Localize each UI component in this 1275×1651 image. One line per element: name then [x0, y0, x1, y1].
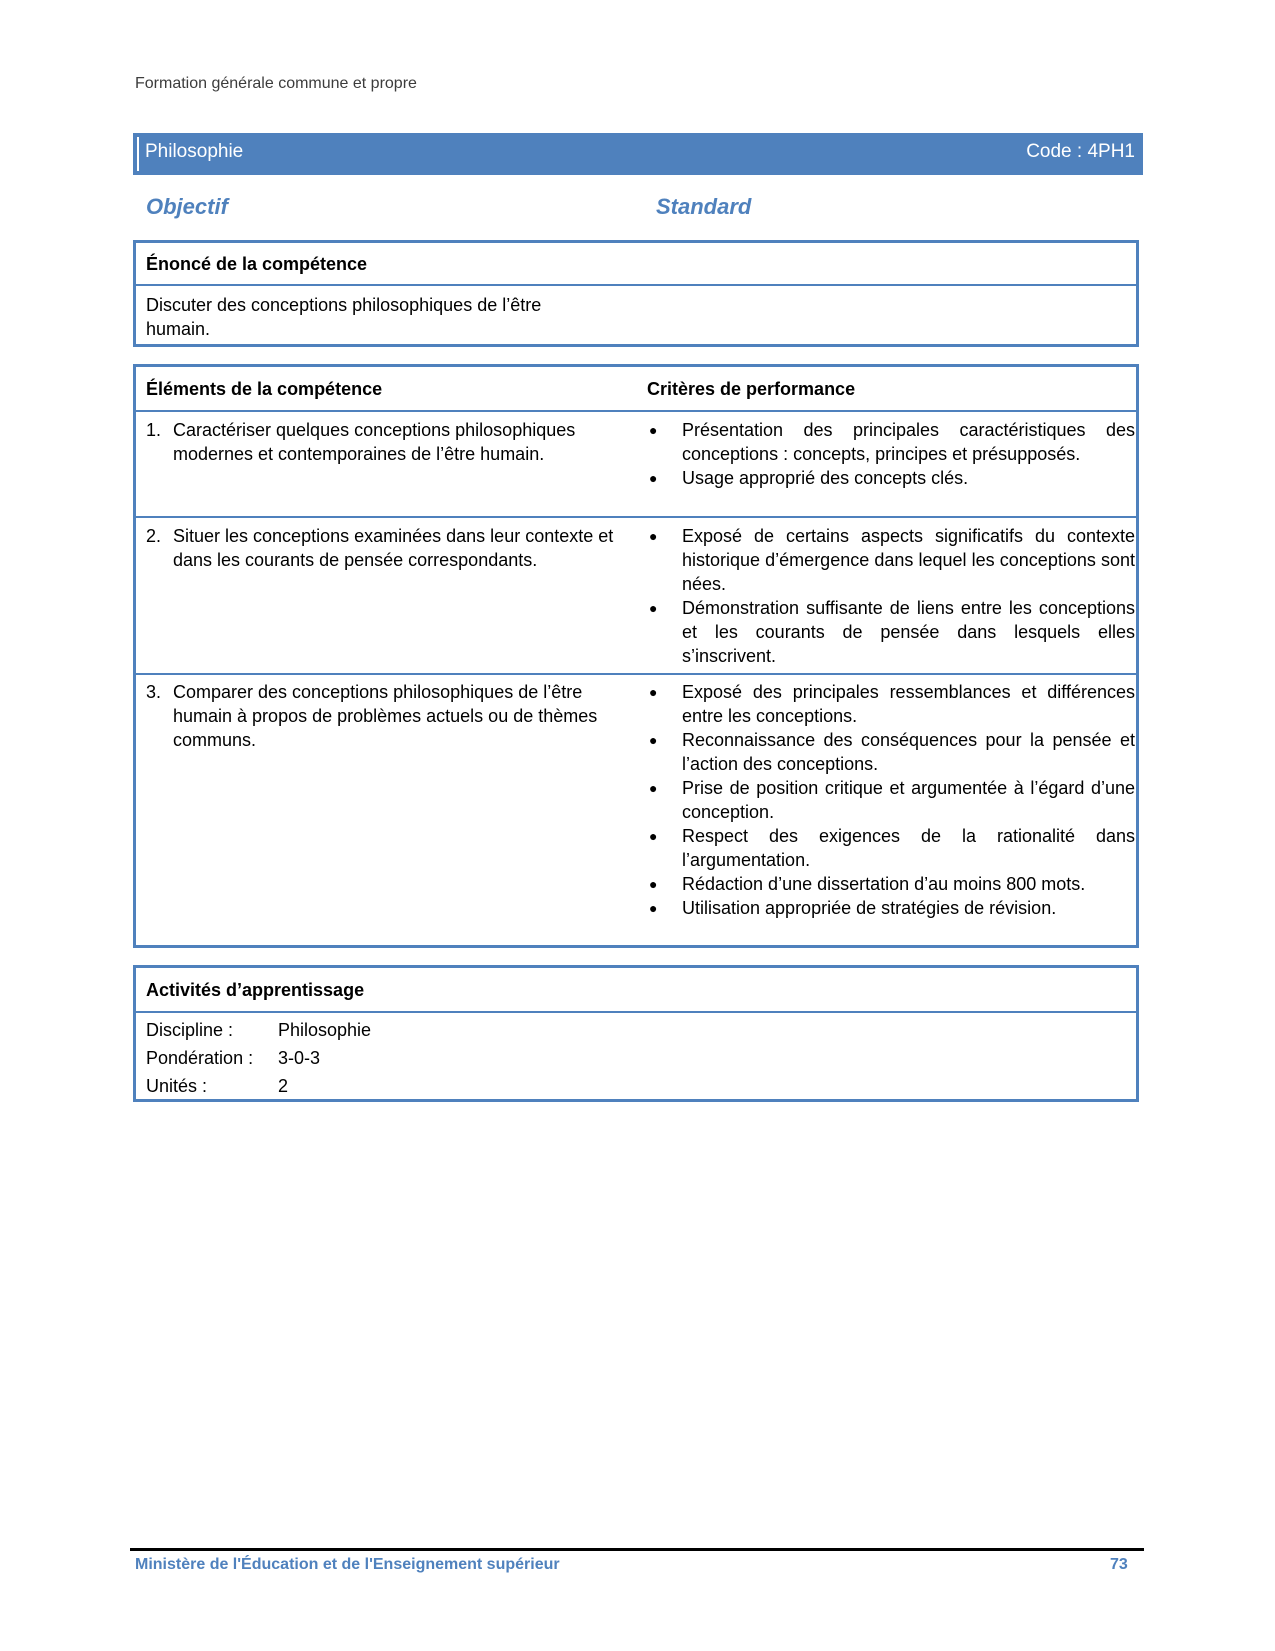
activites-box: [133, 965, 1139, 1102]
criterion-item: ● Exposé des principales ressemblances et différences entre les conceptions.: [649, 682, 1135, 726]
activites-title: Activités d’apprentissage: [146, 980, 365, 1000]
bullet-icon: ●: [649, 600, 658, 616]
criterion-item: ● Reconnaissance des conséquences pour la pensée et l’action des conceptions.: [649, 730, 1135, 774]
discipline-value: Philosophie: [278, 1020, 372, 1040]
discipline-row: [136, 1018, 1136, 1042]
element-number: 1.: [146, 420, 162, 440]
criterion-item: ● Exposé de certains aspects significatifs du contexte historique d’émergence dans lequel les conceptions sont nées.: [649, 526, 1135, 594]
bullet-icon: ●: [649, 528, 658, 544]
criteria-list: [647, 524, 1135, 668]
course-banner: [133, 133, 1143, 175]
ponderation-label: Pondération :: [146, 1048, 254, 1068]
bullet-icon: ●: [649, 900, 658, 916]
row-divider: [136, 673, 1136, 675]
bullet-icon: ●: [649, 732, 658, 748]
unites-value: 2: [278, 1076, 289, 1096]
criteria-list: [647, 680, 1135, 920]
unites-row: [136, 1074, 1136, 1098]
element-text: Situer les conceptions examinées dans leur contexte et dans les courants de pensée correspondants.: [173, 526, 614, 570]
criterion-item: ● Démonstration suffisante de liens entre les conceptions et les courants de pensée dans lesquels elles s’inscrivent.: [649, 598, 1135, 666]
course-code: Code : 4PH1: [1026, 141, 1135, 162]
bullet-icon: ●: [649, 684, 658, 700]
criterion-item: ● Présentation des principales caractéristiques des conceptions : concepts, principes et présupposés.: [649, 420, 1135, 464]
enonce-box: [133, 240, 1139, 347]
row-divider: [136, 516, 1136, 518]
bullet-icon: ●: [649, 422, 658, 438]
objectif-label: Objectif: [146, 194, 228, 219]
ponderation-value: 3-0-3: [278, 1048, 321, 1068]
elements-box: [133, 364, 1139, 948]
page-number: 73: [1110, 1556, 1128, 1573]
element-text: Comparer des conceptions philosophiques de l’être humain à propos de problèmes actuels ou de thèmes communs.: [173, 682, 598, 750]
criterion-item: ● Utilisation appropriée de stratégies de révision.: [649, 898, 1057, 918]
bullet-icon: ●: [649, 828, 658, 844]
footer-ministry: Ministère de l'Éducation et de l'Enseignement supérieur: [135, 1556, 560, 1573]
banner-inner: [137, 137, 1139, 171]
criterion-item: ● Usage approprié des concepts clés.: [649, 468, 969, 488]
criterion-item: ● Respect des exigences de la rationalité dans l’argumentation.: [649, 826, 1135, 870]
bullet-icon: ●: [649, 876, 658, 892]
bullet-icon: ●: [649, 780, 658, 796]
course-title: Philosophie: [145, 141, 244, 162]
footer-rule: [130, 1548, 1144, 1551]
enonce-header: [136, 243, 1136, 286]
element-number: 2.: [146, 526, 162, 546]
activites-header: [136, 968, 1136, 1013]
element-number: 3.: [146, 682, 162, 702]
standard-label: Standard: [656, 194, 752, 219]
discipline-label: Discipline :: [146, 1020, 234, 1040]
running-header: Formation générale commune et propre: [135, 75, 417, 92]
criteria-list: [647, 418, 1135, 490]
element-text: Caractériser quelques conceptions philosophiques modernes et contemporaines de l’être humain.: [173, 420, 576, 464]
criterion-item: ● Rédaction d’une dissertation d’au moins 800 mots.: [649, 874, 1086, 894]
criterion-item: ● Prise de position critique et argumentée à l’égard d’une conception.: [649, 778, 1135, 822]
ponderation-row: [136, 1046, 1136, 1070]
enonce-text: Discuter des conceptions philosophiques de l’être humain.: [146, 295, 542, 339]
criteria-title: Critères de performance: [647, 379, 856, 399]
elements-header: [136, 367, 1136, 412]
elements-title: Éléments de la compétence: [146, 379, 383, 399]
bullet-icon: ●: [649, 470, 658, 486]
unites-label: Unités :: [146, 1076, 208, 1096]
enonce-title: Énoncé de la compétence: [146, 254, 368, 274]
